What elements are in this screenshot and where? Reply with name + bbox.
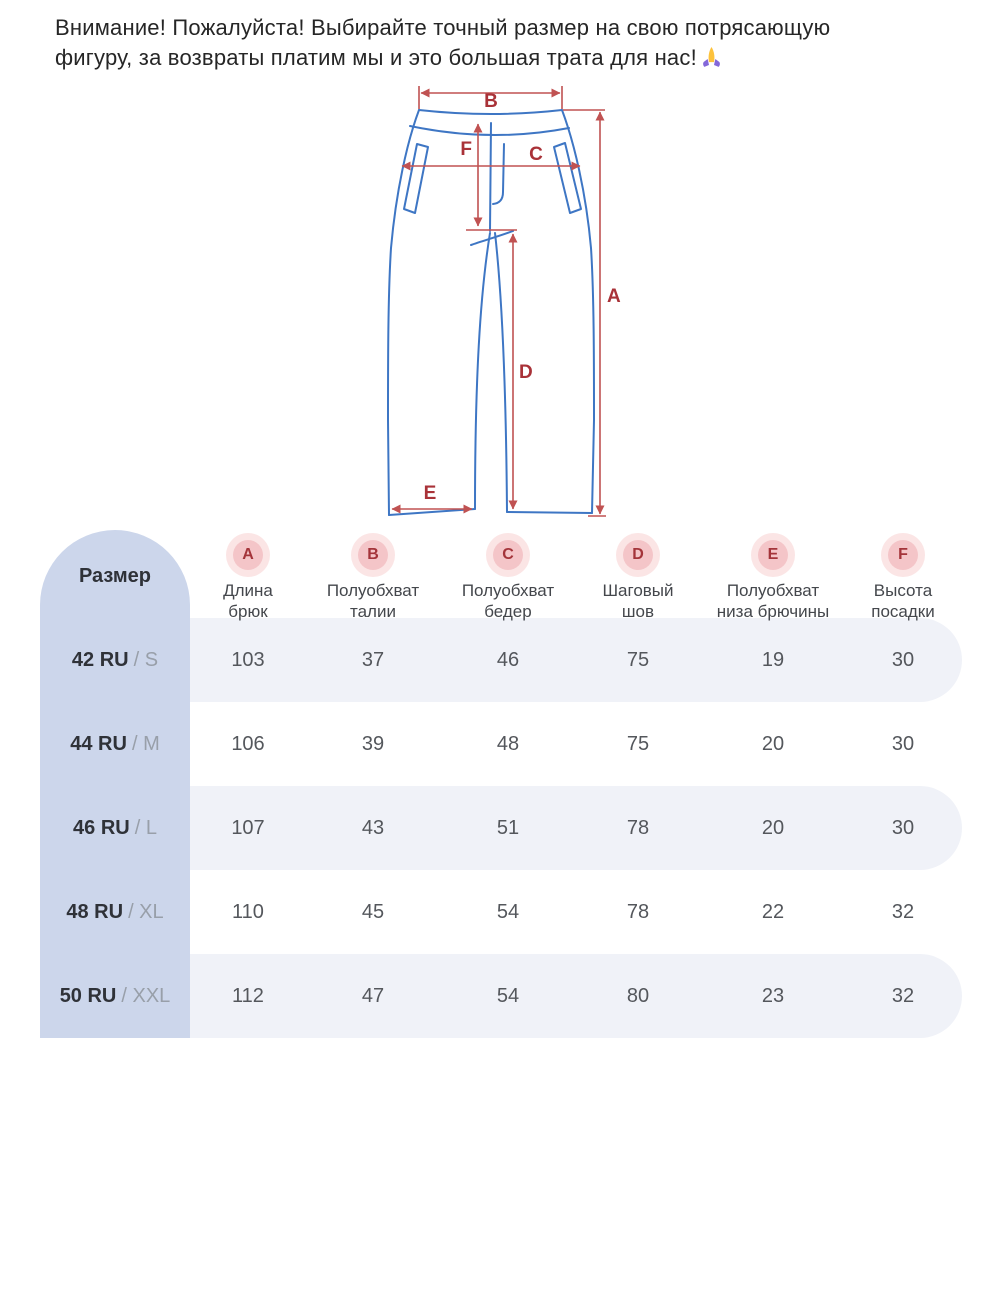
column-header-f — [846, 530, 960, 622]
table-row-42ru — [40, 618, 960, 702]
value-cell: 30 — [891, 816, 915, 839]
value-cell: 23 — [761, 984, 785, 1007]
dimension-labels — [424, 91, 621, 504]
column-header-c — [440, 530, 576, 622]
column-header-e — [700, 530, 846, 622]
column-a-label-2: брюк — [228, 602, 268, 621]
value-cell: 80 — [626, 984, 650, 1007]
measure-badge-b: B — [351, 533, 395, 577]
column-d-label-1: Шаговый — [602, 581, 674, 600]
value-cell: 54 — [496, 900, 520, 923]
value-cell: 75 — [626, 732, 650, 755]
size-cell: 50 RU / XXL — [59, 984, 171, 1007]
measure-badge-e: E — [751, 533, 795, 577]
column-e-label-1: Полуобхват — [726, 581, 820, 600]
value-cell: 103 — [231, 648, 265, 671]
measure-badge-d: D — [616, 533, 660, 577]
notice-line-2 — [55, 43, 965, 73]
value-cell: 20 — [761, 816, 785, 839]
size-cell: 44 RU / M — [70, 732, 160, 755]
column-header-d — [576, 530, 700, 622]
left-pocket — [404, 144, 428, 213]
value-cell: 47 — [361, 984, 385, 1007]
column-header-a — [190, 530, 306, 622]
folded-hands-emoji — [700, 46, 723, 69]
value-cell: 20 — [761, 732, 785, 755]
value-cell: 51 — [496, 816, 520, 839]
value-cell: 46 — [496, 648, 520, 671]
value-cell: 32 — [891, 984, 915, 1007]
value-cell: 45 — [361, 900, 385, 923]
value-cell: 110 — [232, 900, 264, 923]
measure-badge-c: C — [486, 533, 530, 577]
label-A: A — [607, 286, 621, 307]
value-cell: 78 — [626, 816, 650, 839]
value-cell: 30 — [891, 732, 915, 755]
value-cell: 54 — [496, 984, 520, 1007]
measure-badge-f: F — [881, 533, 925, 577]
table-row-44ru — [40, 702, 960, 786]
column-f-label-2: посадки — [871, 602, 935, 621]
size-cell: 46 RU / L — [73, 816, 157, 839]
value-cell: 78 — [626, 900, 650, 923]
column-header-b — [306, 530, 440, 622]
size-table — [40, 530, 960, 1038]
column-a-label-1: Длина — [223, 581, 273, 600]
size-column-header: Размер — [78, 564, 152, 587]
value-cell: 30 — [891, 648, 915, 671]
value-cell: 112 — [232, 984, 264, 1007]
column-c-label-2: бедер — [484, 602, 532, 621]
column-f-label-1: Высота — [873, 581, 933, 600]
column-e-label-2: низа брючины — [716, 602, 830, 621]
table-row-50ru — [40, 954, 960, 1038]
attention-notice — [55, 13, 965, 73]
column-b-label-2: талии — [350, 602, 396, 621]
size-cell: 42 RU / S — [71, 648, 159, 671]
label-B: B — [484, 91, 498, 112]
label-D: D — [519, 362, 533, 383]
value-cell: 107 — [231, 816, 265, 839]
label-C: C — [529, 144, 543, 165]
table-header-row — [40, 530, 960, 621]
label-F: F — [460, 139, 472, 160]
value-cell: 48 — [496, 732, 520, 755]
value-cell: 19 — [761, 648, 785, 671]
column-b-label-1: Полуобхват — [326, 581, 420, 600]
label-E: E — [423, 483, 437, 504]
table-row-46ru — [40, 786, 960, 870]
measure-badge-a: A — [226, 533, 270, 577]
value-cell: 43 — [361, 816, 385, 839]
value-cell: 39 — [361, 732, 385, 755]
value-cell: 37 — [361, 648, 385, 671]
value-cell: 22 — [761, 900, 785, 923]
value-cell: 32 — [891, 900, 915, 923]
notice-line-1: Внимание! Пожалуйста! Выбирайте точный размер на свою потрясающую — [55, 15, 831, 40]
column-d-label-2: шов — [621, 602, 655, 621]
size-cell: 48 RU / XL — [66, 900, 164, 923]
value-cell: 75 — [626, 648, 650, 671]
column-c-label-1: Полуобхват — [461, 581, 555, 600]
pants-measurement-diagram — [350, 80, 650, 520]
pants-outline — [388, 110, 594, 515]
value-cell: 106 — [231, 732, 265, 755]
right-pocket — [554, 143, 581, 213]
notice-line-2-text: фигуру, за возвраты платим мы и это большая трата для нас! — [55, 45, 697, 70]
table-row-48ru — [40, 870, 960, 954]
